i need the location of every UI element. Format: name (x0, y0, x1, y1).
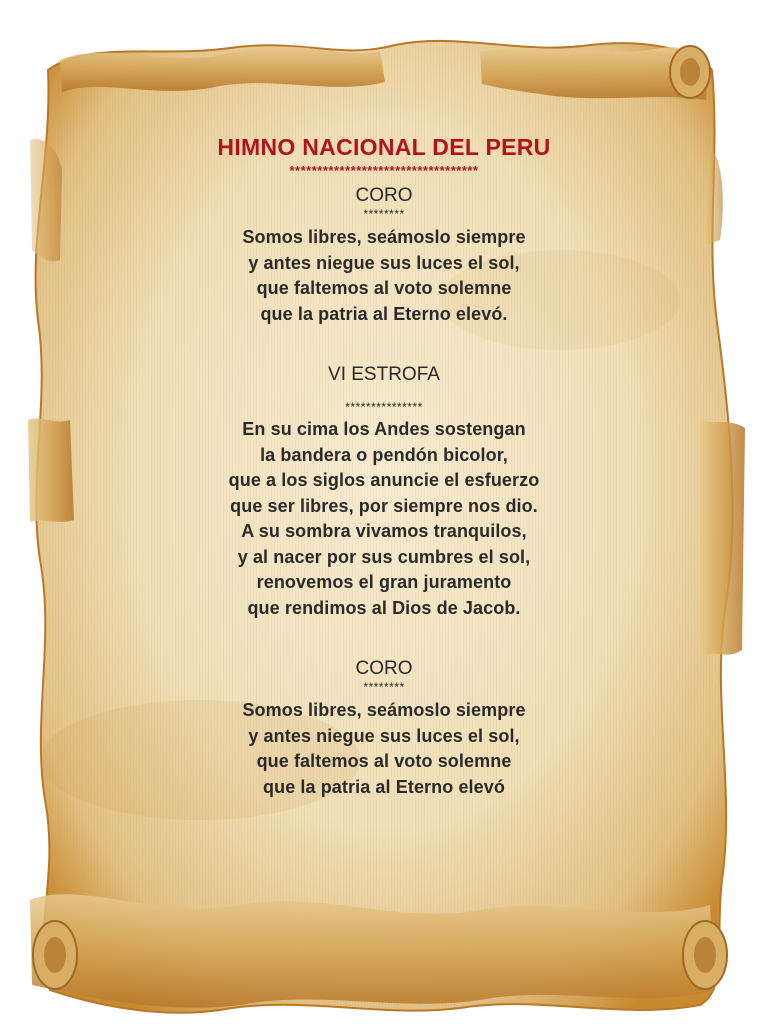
verse-line: A su sombra vivamos tranquilos, (241, 521, 527, 541)
verse-line: y antes niegue sus luces el sol, (248, 725, 520, 746)
verse-line: que ser libres, por siempre nos dio. (230, 495, 538, 516)
section-heading: CORO (355, 185, 413, 206)
verse-line: En su cima los Andes sostengan (242, 419, 526, 439)
verse-line: que la patria al Eterno elevó. (260, 303, 508, 324)
title-decoration: ********************************** (289, 163, 479, 178)
verse-lines (120, 698, 648, 800)
section-estrofa (120, 364, 648, 621)
verse-line: la bandera o pendón bicolor, (260, 444, 508, 465)
verse-line: que faltemos al voto solemne (256, 751, 512, 771)
verse-line: renovemos el gran juramento (256, 572, 512, 592)
verse-lines (120, 417, 648, 621)
document-title: HIMNO NACIONAL DEL PERU (217, 134, 551, 160)
verse-line: que la patria al Eterno elevó (263, 776, 505, 797)
section-decoration: ******** (363, 680, 405, 694)
verse-line: Somos libres, seámoslo siempre (242, 227, 526, 247)
verse-line: que faltemos al voto solemne (256, 278, 512, 298)
verse-line: Somos libres, seámoslo siempre (242, 700, 526, 720)
verse-lines (120, 225, 648, 327)
section-decoration: ******** (363, 207, 405, 221)
section-coro-1 (120, 185, 648, 327)
section-coro-2 (120, 658, 648, 800)
verse-line: que rendimos al Dios de Jacob. (247, 597, 521, 618)
verse-line: y antes niegue sus luces el sol, (248, 252, 520, 273)
verse-line: que a los siglos anuncie el esfuerzo (228, 470, 540, 490)
section-decoration: *************** (345, 400, 423, 414)
verse-line: y al nacer por sus cumbres el sol, (237, 546, 531, 567)
anthem-text (120, 133, 648, 800)
section-heading: CORO (355, 658, 413, 679)
section-heading: VI ESTROFA (328, 364, 440, 385)
